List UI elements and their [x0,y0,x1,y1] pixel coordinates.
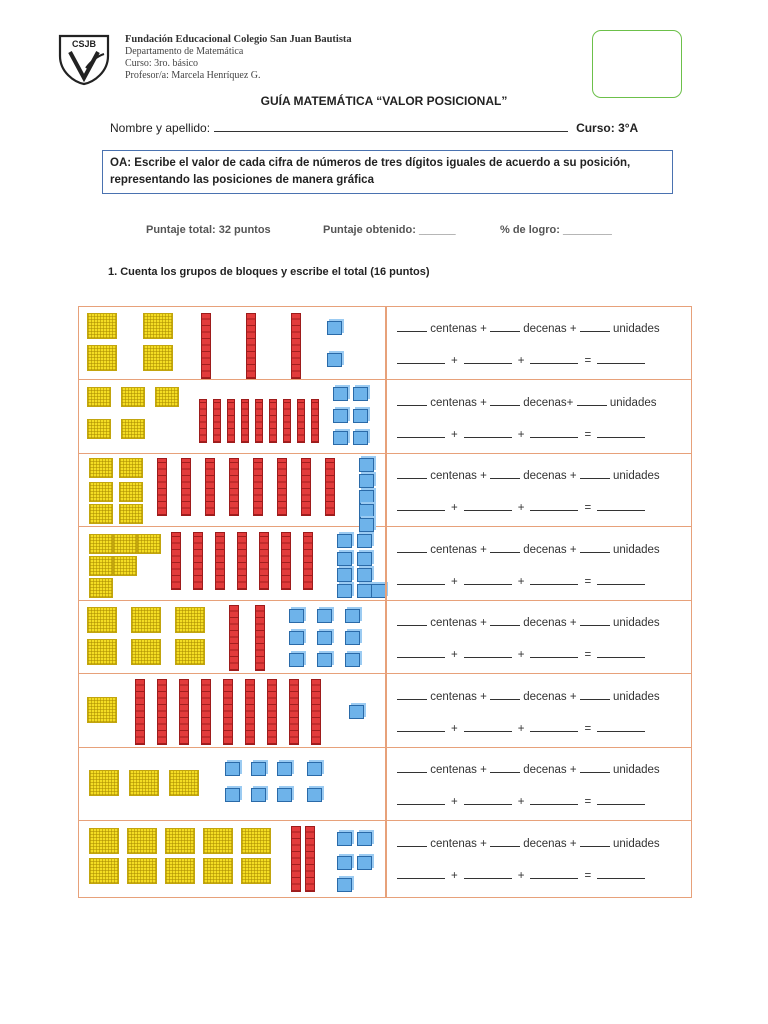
tens-rod [157,458,167,516]
page-title: GUÍA MATEMÁTICA “VALOR POSICIONAL” [260,94,508,108]
plus-sign: + [517,428,525,441]
hundreds-block [87,345,117,371]
exercise-table [78,306,692,898]
equals-sign: = [584,796,592,808]
ones-blank[interactable] [580,542,610,553]
ones-cube [251,762,266,776]
plus-sign: + [517,502,525,514]
tens-rod [291,826,301,892]
decenas-label: decenas+ [523,396,574,409]
ones-value-blank[interactable] [530,794,578,805]
unidades-label: unidades [613,837,660,850]
tens-rod [281,532,291,590]
ones-cube [337,856,352,870]
tens-blank[interactable] [490,468,520,479]
answer-area [395,381,685,453]
tens-rod [255,399,263,443]
total-blank[interactable] [597,647,645,658]
unidades-label: unidades [613,543,660,556]
ones-cube [371,584,386,598]
ones-cube [333,387,348,401]
tens-rod [237,532,247,590]
place-value-line [397,836,660,850]
hundreds-blank[interactable] [397,395,427,406]
hundreds-block [203,858,233,884]
hundreds-value-blank[interactable] [397,868,445,879]
tens-value-blank[interactable] [464,500,512,511]
hundreds-blank[interactable] [397,542,427,553]
ones-cube [357,832,372,846]
hundreds-block [89,504,113,524]
tens-value-blank[interactable] [464,353,512,364]
total-blank[interactable] [597,353,645,364]
school-name: Fundación Educacional Colegio San Juan Bautista [125,34,352,45]
plus-sign: + [451,722,458,735]
decenas-label: decenas + [523,323,577,335]
ones-cube [307,788,322,802]
hundreds-blank[interactable] [397,468,427,479]
expanded-form-line [397,647,645,661]
tens-value-blank[interactable] [464,721,512,732]
centenas-label: centenas + [430,837,487,850]
centenas-label: centenas + [430,690,487,703]
grade-box[interactable] [592,30,682,98]
hundreds-value-blank[interactable] [397,794,445,805]
tens-rod [181,458,191,516]
ones-cube [317,631,332,645]
place-value-line [397,321,660,335]
base-ten-blocks [79,748,385,820]
plus-sign: + [451,649,458,661]
expanded-form-line [397,868,645,882]
ones-blank[interactable] [580,836,610,847]
hundreds-block [129,770,159,796]
hundreds-block [119,482,143,502]
total-blank[interactable] [597,721,645,732]
hundreds-block [119,458,143,478]
tens-rod [297,399,305,443]
decenas-label: decenas + [523,470,577,482]
tens-rod [135,679,145,745]
tens-rod [245,679,255,745]
ones-cube [333,409,348,423]
hundreds-block [113,556,137,576]
hundreds-block [203,828,233,854]
school-logo-icon [56,34,112,86]
ones-value-blank[interactable] [530,574,578,585]
equals-sign: = [584,722,592,735]
hundreds-block [89,770,119,796]
ones-blank[interactable] [577,395,607,406]
hundreds-value-blank[interactable] [397,574,445,585]
tens-rod [253,458,263,516]
svg-text:CSJB: CSJB [71,39,97,49]
place-value-line [397,762,660,776]
ones-value-blank[interactable] [530,500,578,511]
hundreds-block [89,578,113,598]
hundreds-block [137,534,161,554]
place-value-line [397,468,660,482]
equals-sign: = [584,355,592,367]
hundreds-block [127,858,157,884]
ones-value-blank[interactable] [530,353,578,364]
hundreds-block [121,419,145,439]
tens-rod [246,313,256,379]
ones-cube [225,762,240,776]
tens-rod [201,679,211,745]
hundreds-block [121,387,145,407]
plus-sign: + [451,428,458,441]
plus-sign: + [451,502,458,514]
answer-area [395,454,685,526]
plus-sign: + [517,649,525,661]
expanded-form-line [397,794,645,808]
hundreds-blank[interactable] [397,836,427,847]
expanded-form-line [397,574,645,588]
total-blank[interactable] [597,868,645,879]
obtained-score: Puntaje obtenido: ______ [323,224,456,236]
tens-rod [179,679,189,745]
answer-area [395,528,685,600]
equals-sign: = [584,869,592,882]
ones-cube [337,878,352,892]
ones-cube [289,653,304,667]
ones-cube [357,856,372,870]
ones-blank[interactable] [580,615,610,626]
plus-sign: + [451,355,458,367]
centenas-label: centenas + [430,396,487,409]
place-value-line [397,615,660,629]
tens-rod [215,532,225,590]
centenas-label: centenas + [430,764,487,776]
hundreds-block [131,607,161,633]
hundreds-block [87,607,117,633]
centenas-label: centenas + [430,323,487,335]
ones-cube [277,788,292,802]
ones-cube [225,788,240,802]
ones-cube [357,568,372,582]
school-header [125,34,352,82]
decenas-label: decenas + [523,543,577,556]
ones-blank[interactable] [580,762,610,773]
hundreds-block [175,639,205,665]
hundreds-block [165,858,195,884]
total-blank[interactable] [597,794,645,805]
hundreds-block [131,639,161,665]
tens-blank[interactable] [490,615,520,626]
ones-cube [289,631,304,645]
tens-value-blank[interactable] [464,794,512,805]
tens-rod [193,532,203,590]
ones-cube [345,631,360,645]
hundreds-block [143,345,173,371]
tens-rod [205,458,215,516]
hundreds-block [87,639,117,665]
ones-blank[interactable] [580,468,610,479]
equals-sign: = [584,575,592,588]
plus-sign: + [451,575,458,588]
ones-value-blank[interactable] [530,721,578,732]
hundreds-value-blank[interactable] [397,427,445,438]
ones-cube [353,387,368,401]
place-value-line [397,542,660,556]
base-ten-blocks [79,454,385,526]
tens-rod [259,532,269,590]
hundreds-block [175,607,205,633]
tens-rod [255,605,265,671]
hundreds-blank[interactable] [397,762,427,773]
name-label: Nombre y apellido: [110,121,211,135]
base-ten-blocks [79,307,385,379]
hundreds-value-blank[interactable] [397,500,445,511]
hundreds-block [241,858,271,884]
hundreds-value-blank[interactable] [397,647,445,658]
base-ten-blocks [79,822,385,895]
ones-cube [353,409,368,423]
hundreds-value-blank[interactable] [397,353,445,364]
tens-rod [289,679,299,745]
centenas-label: centenas + [430,617,487,629]
tens-rod [277,458,287,516]
tens-blank[interactable] [490,542,520,553]
plus-sign: + [517,575,525,588]
tens-rod [305,826,315,892]
tens-rod [229,605,239,671]
ones-cube [317,609,332,623]
ones-cube [359,458,374,472]
ones-cube [337,568,352,582]
hundreds-block [89,858,119,884]
tens-rod [227,399,235,443]
ones-cube [307,762,322,776]
hundreds-block [119,504,143,524]
expanded-form-line [397,353,645,367]
hundreds-block [87,697,117,723]
name-field[interactable] [214,121,568,132]
unidades-label: unidades [609,396,657,409]
tens-value-blank[interactable] [464,574,512,585]
total-blank[interactable] [597,574,645,585]
ones-value-blank[interactable] [530,647,578,658]
ones-value-blank[interactable] [530,868,578,879]
hundreds-block [89,828,119,854]
department: Departamento de Matemática [125,46,244,57]
hundreds-blank[interactable] [397,321,427,332]
plus-sign: + [517,869,525,882]
tens-rod [171,532,181,590]
objective-box: OA: Escribe el valor de cada cifra de números de tres dígitos iguales de acuerdo a su posición, representando las posiciones de manera gráfica [102,150,673,194]
tens-rod [213,399,221,443]
ones-cube [327,353,342,367]
ones-cube [337,552,352,566]
base-ten-blocks [79,601,385,673]
hundreds-value-blank[interactable] [397,721,445,732]
base-ten-blocks [79,675,385,747]
hundreds-block [143,313,173,339]
ones-cube [349,705,364,719]
centenas-label: centenas + [430,470,487,482]
centenas-label: centenas + [430,543,487,556]
ones-blank[interactable] [580,321,610,332]
tens-value-blank[interactable] [464,868,512,879]
hundreds-blank[interactable] [397,615,427,626]
tens-rod [201,313,211,379]
ones-cube [345,653,360,667]
student-line [110,121,638,135]
total-score: Puntaje total: 32 puntos [146,224,271,236]
unidades-label: unidades [613,764,660,776]
hundreds-block [113,534,137,554]
teacher-name: Profesor/a: Marcela Henríquez G. [125,70,261,81]
expanded-form-line [397,427,645,441]
plus-sign: + [451,796,458,808]
ones-cube [353,431,368,445]
hundreds-block [89,556,113,576]
ones-cube [337,534,352,548]
tens-rod [223,679,233,745]
decenas-label: decenas + [523,617,577,629]
plus-sign: + [451,869,458,882]
decenas-label: decenas + [523,764,577,776]
place-value-line [397,395,657,409]
tens-rod [283,399,291,443]
tens-rod [311,399,319,443]
base-ten-blocks [79,528,385,600]
tens-blank[interactable] [490,836,520,847]
plus-sign: + [517,355,525,367]
ones-cube [327,321,342,335]
total-blank[interactable] [597,427,645,438]
achievement-score: % de logro: ________ [500,224,612,236]
tens-value-blank[interactable] [464,427,512,438]
tens-rod [229,458,239,516]
ones-cube [359,474,374,488]
decenas-label: decenas + [523,690,577,703]
answer-area [395,822,685,895]
hundreds-block [155,387,179,407]
hundreds-block [165,828,195,854]
instruction: 1. Cuenta los grupos de bloques y escribe el total (16 puntos) [108,266,430,278]
tens-rod [269,399,277,443]
answer-area [395,675,685,747]
unidades-label: unidades [613,617,660,629]
hundreds-block [89,482,113,502]
answer-area [395,748,685,820]
tens-rod [157,679,167,745]
tens-rod [267,679,277,745]
decenas-label: decenas + [523,837,577,850]
tens-blank[interactable] [490,321,520,332]
hundreds-block [169,770,199,796]
hundreds-block [87,387,111,407]
ones-cube [359,504,374,518]
answer-area [395,307,685,379]
tens-rod [291,313,301,379]
place-value-line [397,689,660,703]
tens-rod [311,679,321,745]
hundreds-block [87,313,117,339]
expanded-form-line [397,721,645,735]
equals-sign: = [584,649,592,661]
unidades-label: unidades [613,470,660,482]
tens-rod [301,458,311,516]
unidades-label: unidades [613,690,660,703]
tens-blank[interactable] [490,395,520,406]
ones-cube [359,490,374,504]
column-divider [385,307,387,897]
tens-rod [199,399,207,443]
ones-cube [317,653,332,667]
course-info: Curso: 3ro. básico [125,58,199,69]
ones-cube [289,609,304,623]
expanded-form-line [397,500,645,514]
plus-sign: + [517,796,525,808]
ones-cube [337,584,352,598]
equals-sign: = [584,428,592,441]
ones-cube [337,832,352,846]
tens-rod [325,458,335,516]
total-blank[interactable] [597,500,645,511]
tens-rod [241,399,249,443]
ones-blank[interactable] [580,689,610,700]
tens-value-blank[interactable] [464,647,512,658]
hundreds-block [127,828,157,854]
ones-cube [357,552,372,566]
hundreds-block [241,828,271,854]
ones-cube [345,609,360,623]
tens-blank[interactable] [490,689,520,700]
ones-value-blank[interactable] [530,427,578,438]
plus-sign: + [517,722,525,735]
tens-blank[interactable] [490,762,520,773]
hundreds-blank[interactable] [397,689,427,700]
course-label: Curso: 3°A [576,121,639,135]
tens-rod [303,532,313,590]
ones-cube [251,788,266,802]
ones-cube [277,762,292,776]
answer-area [395,601,685,673]
equals-sign: = [584,502,592,514]
hundreds-block [89,534,113,554]
base-ten-blocks [79,381,385,453]
ones-cube [333,431,348,445]
ones-cube [357,584,372,598]
unidades-label: unidades [613,323,660,335]
hundreds-block [87,419,111,439]
ones-cube [357,534,372,548]
hundreds-block [89,458,113,478]
